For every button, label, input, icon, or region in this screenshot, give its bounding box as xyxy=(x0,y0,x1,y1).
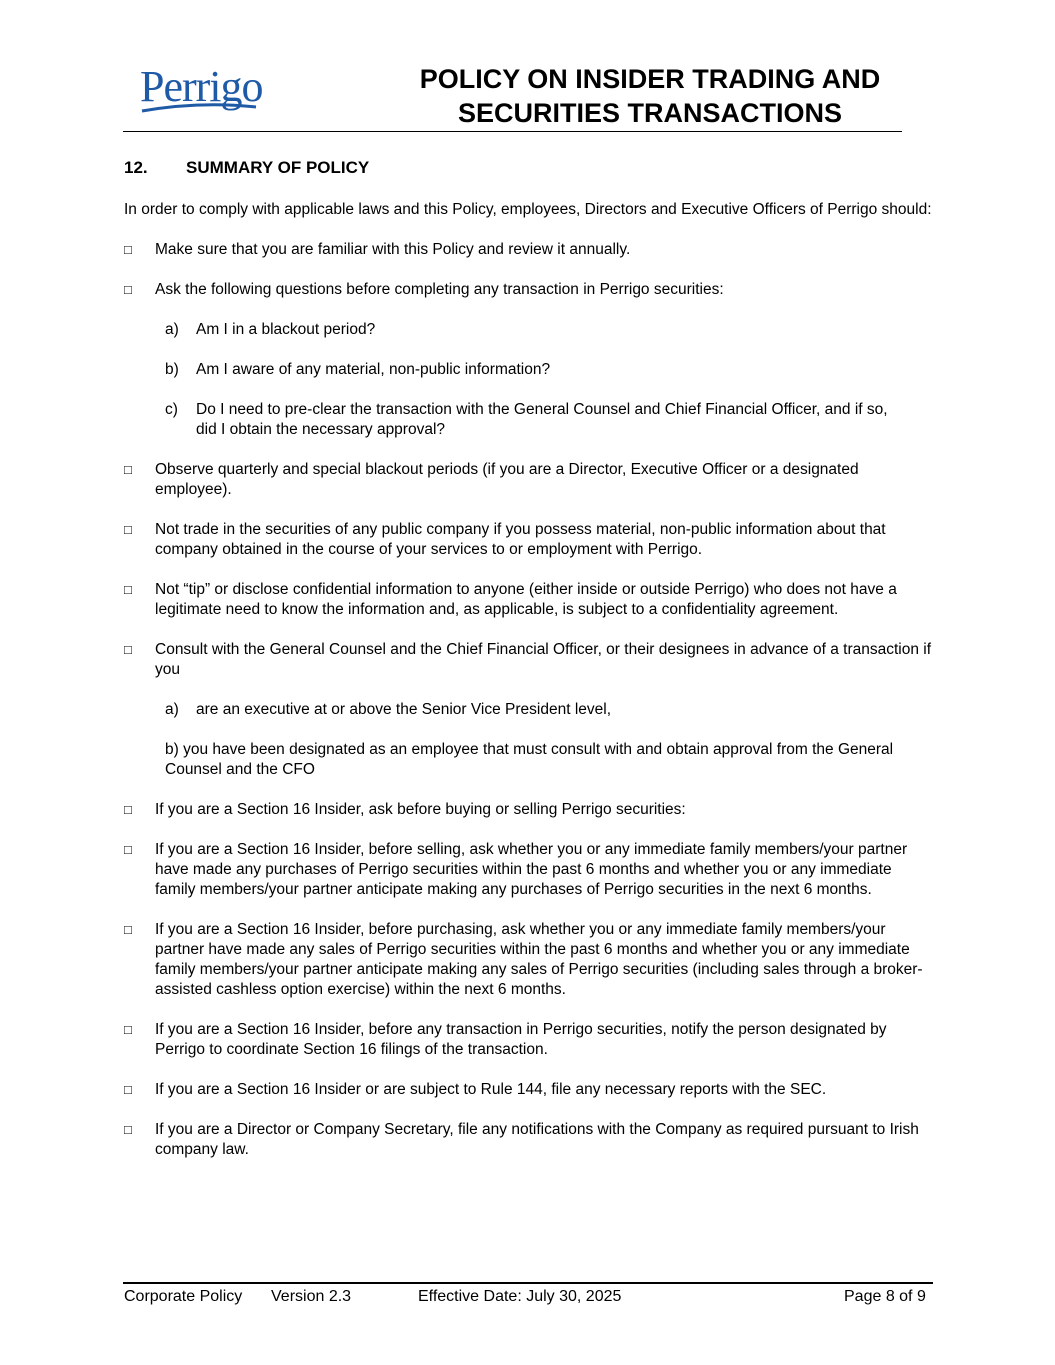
section-heading xyxy=(124,158,369,178)
checkbox-bullet-icon: □ xyxy=(124,922,132,937)
sub-item-text: are an executive at or above the Senior Vice President level, xyxy=(196,701,612,718)
list-item-text: Observe quarterly and special blackout periods (if you are a Director, Executive Officer or a designated employee). xyxy=(155,461,859,498)
list-item-text: Not trade in the securities of any public company if you possess material, non-public information about that company obtained in the course of your services to or employment with Perrigo. xyxy=(155,521,886,558)
list-item xyxy=(124,240,932,260)
checkbox-bullet-icon: □ xyxy=(124,1122,132,1137)
document-title xyxy=(320,62,980,130)
title-line-2: SECURITIES TRANSACTIONS xyxy=(457,98,843,128)
header-divider xyxy=(123,131,902,132)
sub-list-item xyxy=(165,400,932,440)
sub-list-item xyxy=(165,360,932,380)
footer-effective-date: Effective Date: July 30, 2025 xyxy=(418,1288,622,1305)
footer-divider xyxy=(123,1282,933,1284)
list-item xyxy=(124,580,932,620)
sub-item-label: a) xyxy=(165,701,179,718)
sub-item-label: c) xyxy=(165,401,178,418)
list-item-text: If you are a Section 16 Insider, before any transaction in Perrigo securities, notify the person designated by Perrigo to coordinate Section 16 filings of the transaction. xyxy=(155,1021,887,1058)
checkbox-bullet-icon: □ xyxy=(124,462,132,477)
checkbox-bullet-icon: □ xyxy=(124,282,132,297)
footer-policy-type: Corporate Policy xyxy=(124,1288,243,1305)
checkbox-bullet-icon: □ xyxy=(124,802,132,817)
sub-item-text: Do I need to pre-clear the transaction with the General Counsel and Chief Financial Officer, and if so, did I obtain the necessary approval? xyxy=(196,401,888,438)
list-item xyxy=(124,1020,932,1060)
list-item-text: Not “tip” or disclose confidential information to anyone (either inside or outside Perrigo) who does not have a legitimate need to know the information and, as applicable, is subject to a confidentiality agreement. xyxy=(155,581,897,618)
checkbox-bullet-icon: □ xyxy=(124,842,132,857)
list-item-text: Make sure that you are familiar with this Policy and review it annually. xyxy=(155,241,631,258)
list-item xyxy=(124,280,932,300)
list-item xyxy=(124,1120,932,1160)
list-item xyxy=(124,640,932,680)
sub-item-text: Am I aware of any material, non-public information? xyxy=(196,361,551,378)
sub-item-label: a) xyxy=(165,321,179,338)
perrigo-logo: Perrigo xyxy=(140,62,263,111)
list-item-text: If you are a Section 16 Insider, before selling, ask whether you or any immediate family members/your partner have made any purchases of Perrigo securities within the past 6 months and whether you or any immediate family members/your partner anticipate making any purchases of Perrigo securities in the next 6 months. xyxy=(155,841,908,898)
list-item-text: If you are a Director or Company Secretary, file any notifications with the Company as required pursuant to Irish company law. xyxy=(155,1121,919,1158)
sub-item-label: b) xyxy=(165,361,179,378)
title-line-1: POLICY ON INSIDER TRADING AND xyxy=(419,64,881,94)
checkbox-bullet-icon: □ xyxy=(124,582,132,597)
list-item xyxy=(124,840,932,900)
checkbox-bullet-icon: □ xyxy=(124,642,132,657)
sub-list-item xyxy=(165,700,932,720)
list-item-text: Ask the following questions before completing any transaction in Perrigo securities: xyxy=(155,281,724,298)
sub-list-item xyxy=(165,320,932,340)
list-item-text: If you are a Section 16 Insider, ask before buying or selling Perrigo securities: xyxy=(155,801,686,818)
checkbox-bullet-icon: □ xyxy=(124,1082,132,1097)
checkbox-bullet-icon: □ xyxy=(124,1022,132,1037)
sub-item-text: Am I in a blackout period? xyxy=(196,321,376,338)
list-item xyxy=(124,1080,932,1100)
list-item-text: Consult with the General Counsel and the Chief Financial Officer, or their designees in advance of a transaction if you xyxy=(155,641,932,678)
section-title: SUMMARY OF POLICY xyxy=(186,158,370,177)
sub-list-item: b) you have been designated as an employee that must consult with and obtain approval from the General Counsel and the CFO xyxy=(165,741,894,778)
intro-paragraph: In order to comply with applicable laws and this Policy, employees, Directors and Executive Officers of Perrigo should: xyxy=(124,201,932,218)
checkbox-bullet-icon: □ xyxy=(124,522,132,537)
section-number: 12. xyxy=(124,158,148,177)
policy-summary-body xyxy=(124,200,932,1180)
list-item xyxy=(124,800,932,820)
footer-page-number: Page 8 of 9 xyxy=(844,1288,926,1305)
list-item-text: If you are a Section 16 Insider or are subject to Rule 144, file any necessary reports with the SEC. xyxy=(155,1081,827,1098)
list-item xyxy=(124,920,932,1000)
footer-version: Version 2.3 xyxy=(271,1288,352,1305)
checkbox-bullet-icon: □ xyxy=(124,242,132,257)
list-item xyxy=(124,520,932,560)
list-item-text: If you are a Section 16 Insider, before purchasing, ask whether you or any immediate family members/your partner have made any sales of Perrigo securities within the past 6 months and whether you or any immediate family members/your partner anticipate making any sales of Perrigo securities (including sales through a broker-assisted cashless option exercise) within the next 6 months. xyxy=(155,921,923,998)
logo-swoosh-icon xyxy=(140,101,258,115)
list-item xyxy=(124,460,932,500)
